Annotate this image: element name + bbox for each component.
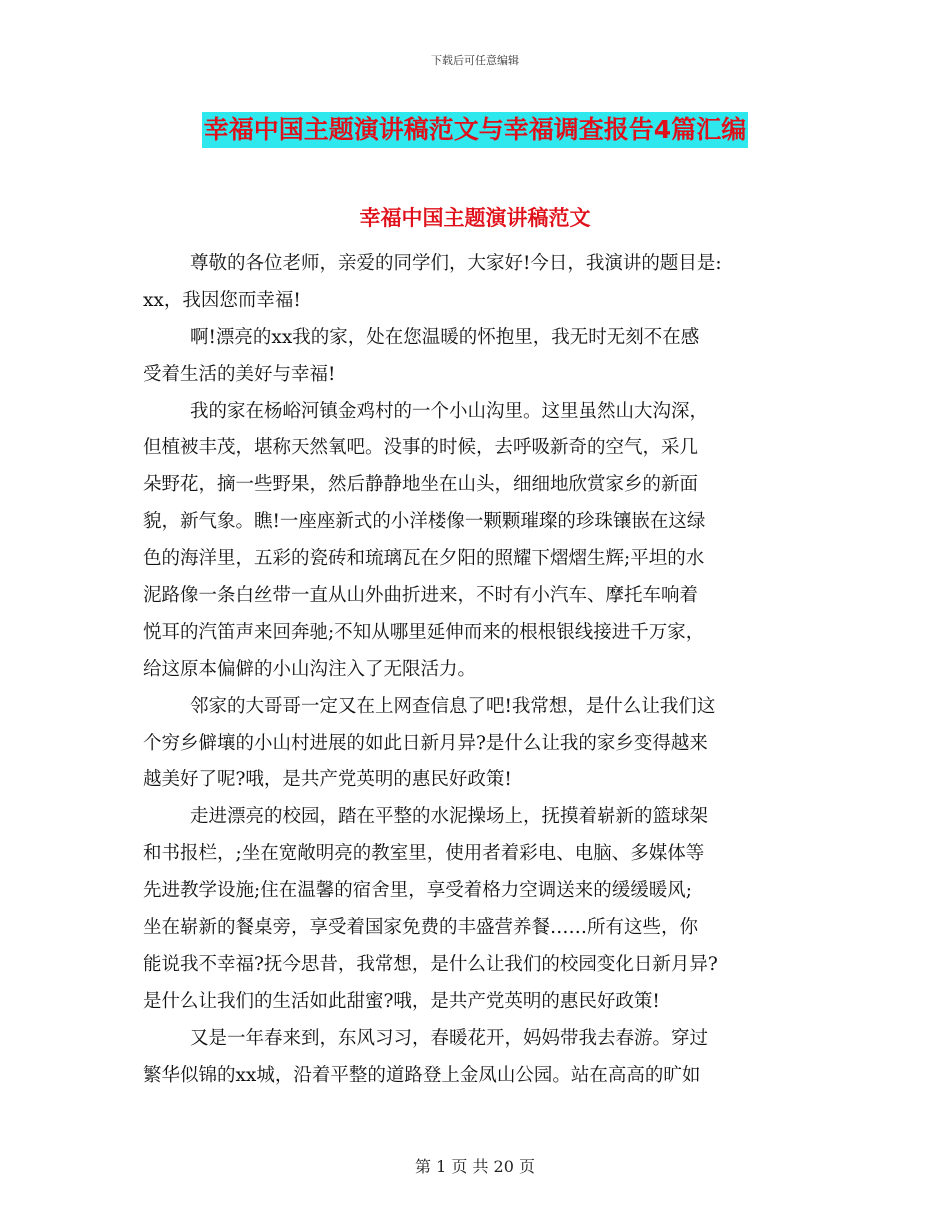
- paragraph-line: 但植被丰茂，堪称天然氧吧。没事的时候，去呼吸新奇的空气，采几: [143, 437, 699, 459]
- paragraph-line: 朵野花，摘一些野果，然后静静地坐在山头，细细地欣赏家乡的新面: [143, 474, 699, 496]
- paragraph-line: 走进漂亮的校园，踏在平整的水泥操场上，抚摸着崭新的篮球架: [190, 806, 709, 828]
- paragraph-line: xx，我因您而幸福!: [143, 289, 301, 311]
- paragraph-line: 先进教学设施;住在温馨的宿舍里，享受着格力空调送来的缓缓暖风;: [143, 880, 692, 902]
- paragraph-line: 坐在崭新的餐桌旁，享受着国家免费的丰盛营养餐……所有这些，你: [143, 917, 699, 939]
- paragraph-line: 啊!漂亮的xx我的家，处在您温暖的怀抱里，我无时无刻不在感: [190, 326, 700, 348]
- paragraph-line: 又是一年春来到，东风习习，春暖花开，妈妈带我去春游。穿过: [190, 1027, 709, 1049]
- paragraph-line: 给这原本偏僻的小山沟注入了无限活力。: [143, 658, 477, 680]
- paragraph-line: 能说我不幸福?抚今思昔，我常想，是什么让我们的校园变化日新月异?: [143, 953, 718, 975]
- paragraph-line: 受着生活的美好与幸福!: [143, 363, 336, 385]
- paragraph-line: 尊敬的各位老师，亲爱的同学们，大家好!今日，我演讲的题目是:: [190, 253, 722, 274]
- paragraph-line: 是什么让我们的生活如此甜蜜?哦，是共产党英明的惠民好政策!: [143, 990, 660, 1012]
- paragraph-line: 邻家的大哥哥一定又在上网查信息了吧!我常想，是什么让我们这: [190, 695, 716, 717]
- page-header-note: 下载后可任意编辑: [431, 54, 519, 67]
- paragraph-line: 和书报栏，;坐在宽敞明亮的教室里，使用者着彩电、电脑、多媒体等: [143, 843, 705, 865]
- paragraph-line: 色的海洋里，五彩的瓷砖和琉璃瓦在夕阳的照耀下熠熠生辉;平坦的水: [143, 548, 705, 570]
- main-title: 幸福中国主题演讲稿范文与幸福调查报告4篇汇编: [202, 112, 748, 148]
- section-title: 幸福中国主题演讲稿范文: [359, 206, 591, 230]
- page-footer-number: 第 1 页 共 20 页: [415, 1157, 535, 1176]
- body-text: [143, 246, 808, 1094]
- paragraph-line: 我的家在杨峪河镇金鸡村的一个小山沟里。这里虽然山大沟深，: [190, 400, 709, 422]
- main-title-wrap: [0, 112, 950, 148]
- paragraph-line: 悦耳的汽笛声来回奔驰;不知从哪里延伸而来的根根银线接进千万家，: [143, 621, 705, 643]
- paragraph-line: 繁华似锦的xx城，沿着平整的道路登上金凤山公园。站在高高的旷如: [143, 1064, 701, 1086]
- paragraph-line: 貌，新气象。瞧!一座座新式的小洋楼像一颗颗璀璨的珍珠镶嵌在这绿: [143, 511, 706, 533]
- paragraph-line: 越美好了呢?哦，是共产党英明的惠民好政策!: [143, 769, 512, 791]
- paragraph-line: 泥路像一条白丝带一直从山外曲折进来，不时有小汽车、摩托车响着: [143, 585, 699, 607]
- paragraph-line: 个穷乡僻壤的小山村进展的如此日新月异?是什么让我的家乡变得越来: [143, 732, 708, 754]
